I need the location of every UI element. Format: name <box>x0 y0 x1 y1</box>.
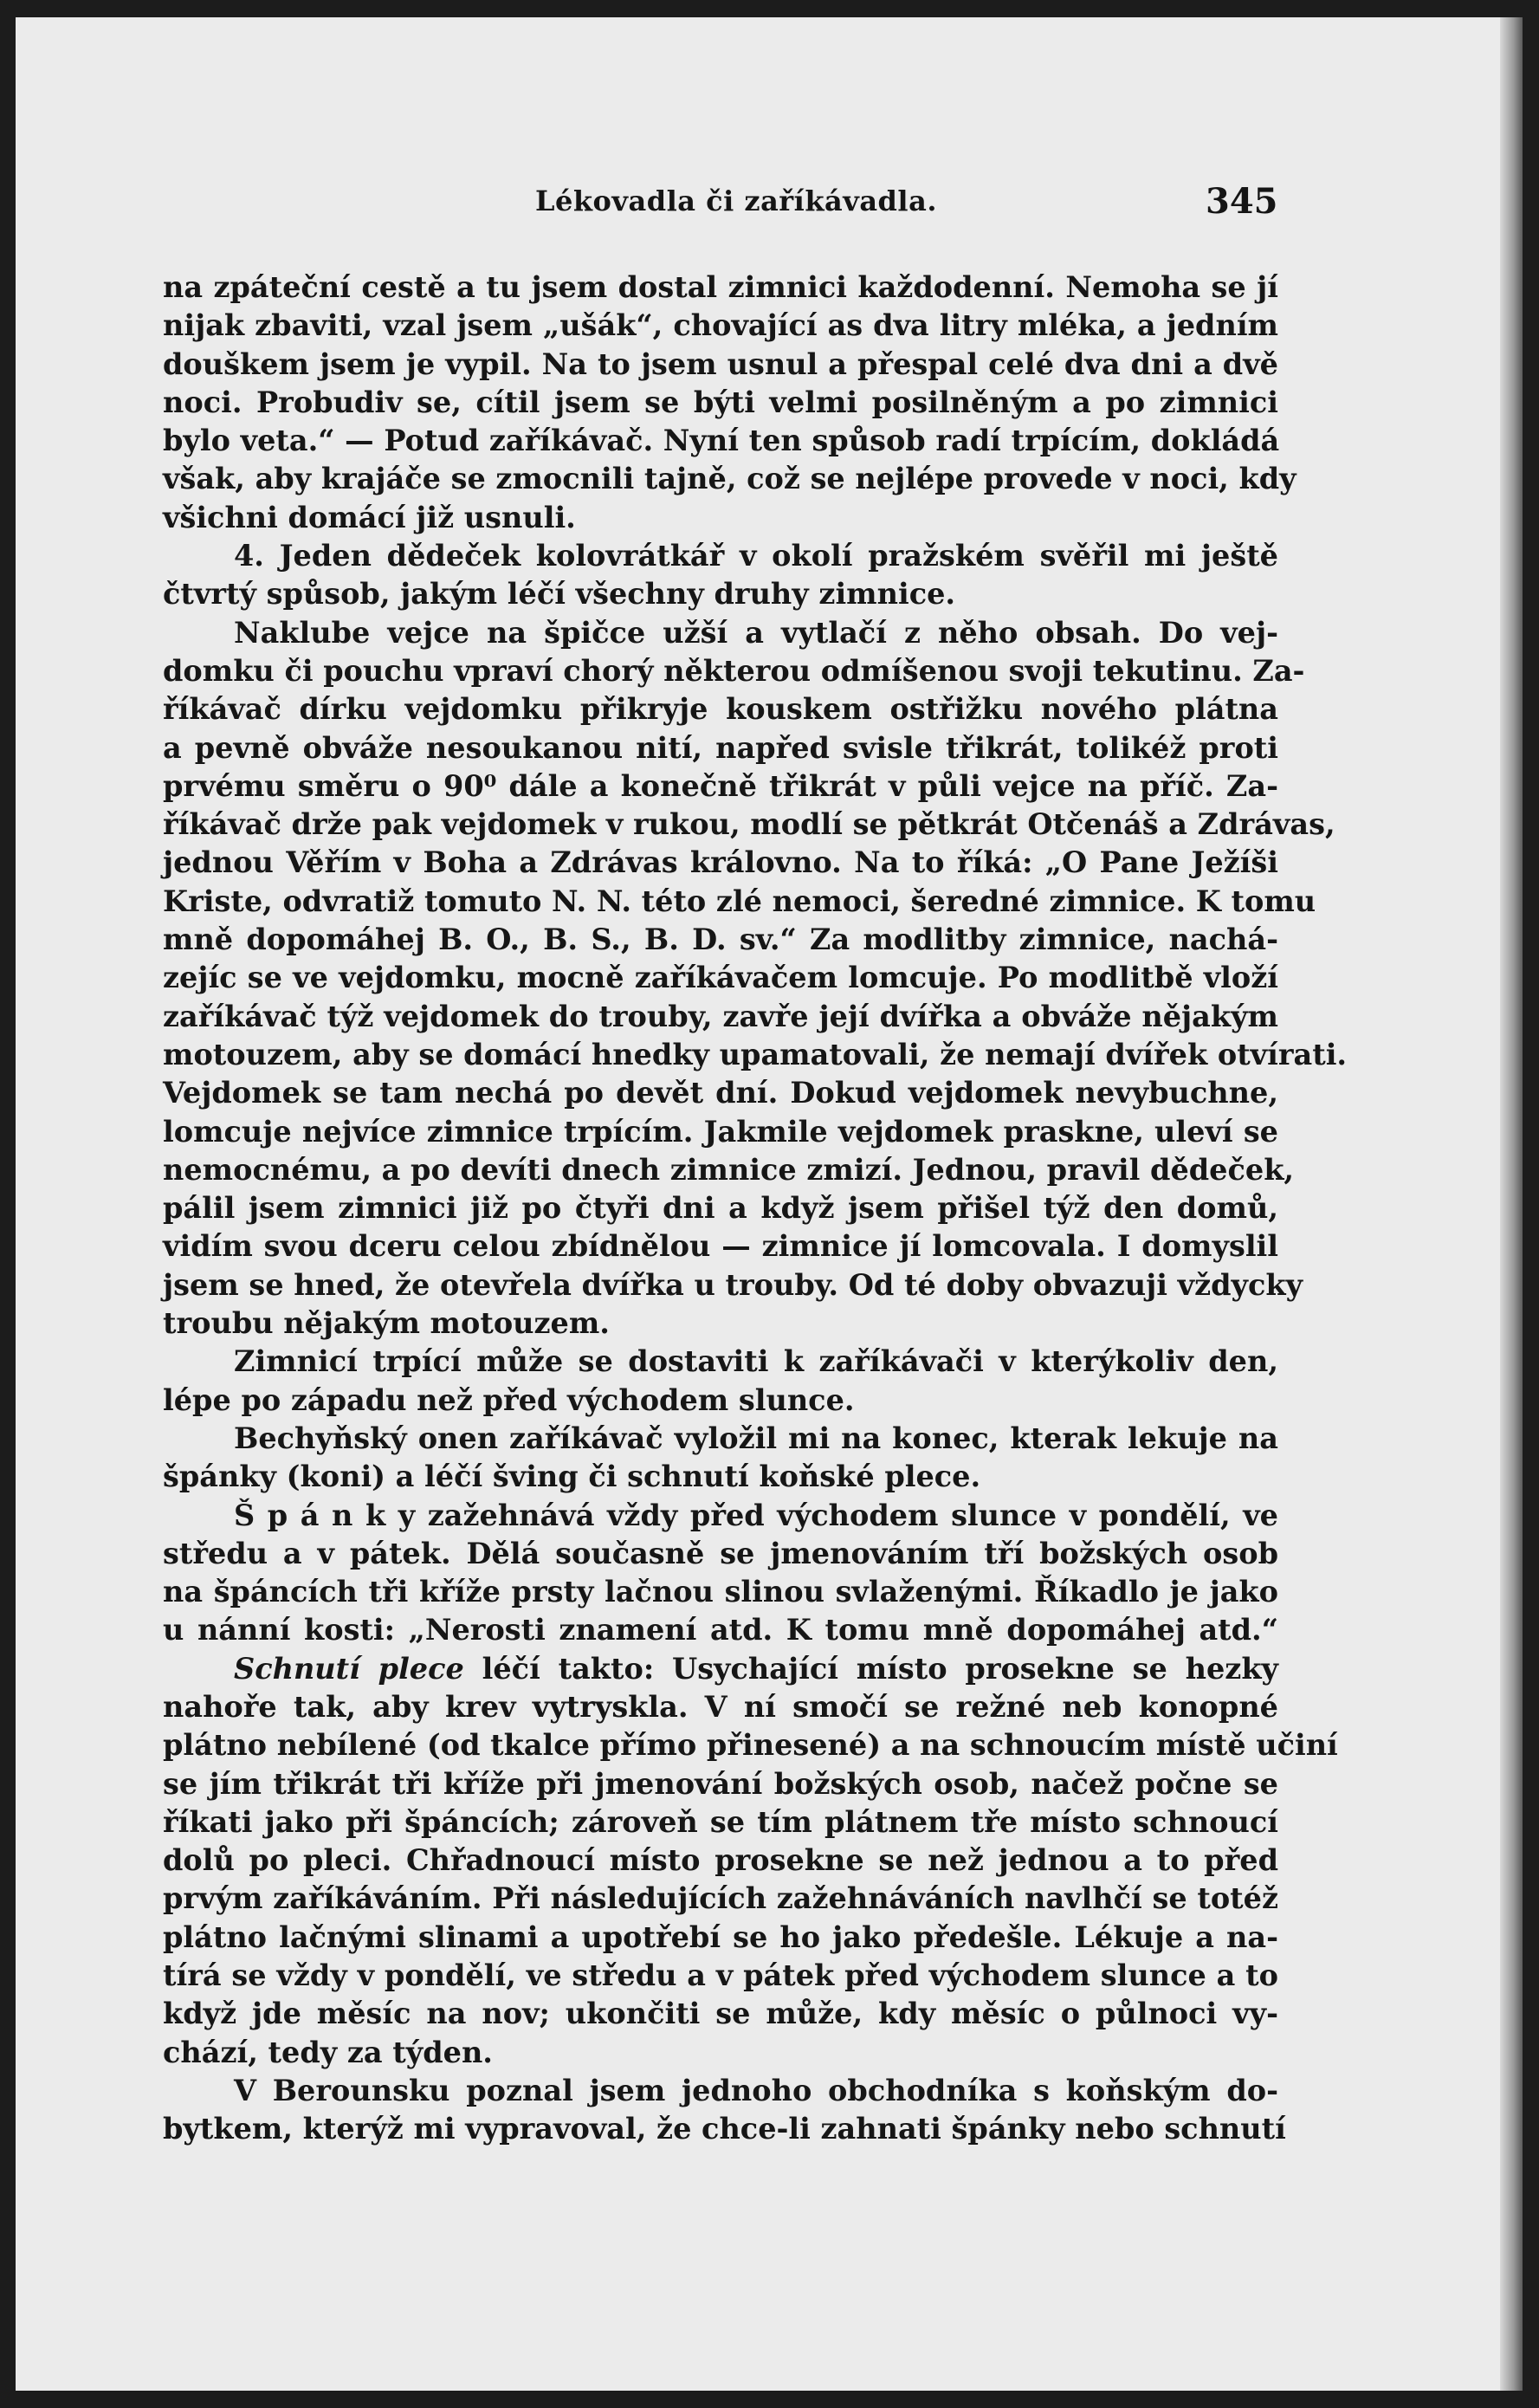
text-line <box>163 806 1335 844</box>
text-line-content: zejíc se ve vejdomku, mocně zaříkávačem lomcuje. Po modlitbě vloží <box>163 961 1278 995</box>
text-line <box>163 767 1278 806</box>
text-line <box>163 844 1278 882</box>
text-line <box>163 1074 1278 1112</box>
text-line <box>163 1497 1278 1535</box>
text-line <box>163 1919 1278 1957</box>
text-line <box>163 1957 1278 1995</box>
text-line <box>163 1266 1303 1304</box>
text-line <box>163 614 1278 652</box>
page-edge-shadow <box>1500 17 1523 2391</box>
text-line-content: plátno lačnými slinami a upotřebí se ho jako předešle. Lékuje a na- <box>163 1919 1278 1954</box>
text-line <box>163 1535 1278 1573</box>
text-line-content: vidím svou dceru celou zbídnělou — zimnice jí lomcovala. I domyslil <box>163 1229 1278 1264</box>
text-line <box>163 1458 1278 1496</box>
page-number: 345 <box>1206 181 1278 222</box>
text-line-content: pálil jsem zimnici již po čtyři dni a když jsem přišel týž den domů, <box>163 1191 1278 1226</box>
text-line-content: jednou Věřím v Boha a Zdrávas královno. Na to říká: „O Pane Ježíši <box>163 845 1278 880</box>
text-line-content: nemocnému, a po devíti dnech zimnice zmizí. Jednou, pravil dědeček, <box>163 1152 1295 1187</box>
text-line-content: tírá se vždy v pondělí, ve středu a v pátek před východem slunce a to <box>163 1958 1278 1993</box>
text-line-content: nijak zbaviti, vzal jsem „ušák“, chovající as dva litry mléka, a jedním <box>163 308 1278 343</box>
text-line <box>163 883 1316 921</box>
text-line-content: chází, tedy za týden. <box>163 2035 493 2069</box>
text-line <box>163 1151 1295 1189</box>
text-line <box>163 1420 1278 1458</box>
text-line <box>163 1995 1278 2033</box>
text-line <box>163 2072 1278 2110</box>
text-line <box>163 1036 1348 1074</box>
text-line <box>163 2110 1286 2148</box>
text-line <box>163 959 1278 997</box>
text-line <box>163 1880 1278 1918</box>
text-line-content: jsem se hned, že otevřela dvířka u trouby. Od té doby obvazuji vždycky <box>163 1267 1303 1302</box>
text-line <box>163 2034 1278 2072</box>
text-line-content: říkávač drže pak vejdomek v rukou, modlí se pětkrát Otčenáš a Zdrávas, <box>163 807 1335 842</box>
text-line-content: mně dopomáhej B. O., B. S., B. D. sv.“ Za modlitby zimnice, nachá- <box>163 922 1278 957</box>
text-line <box>163 1227 1278 1265</box>
text-line-content: se jím třikrát tři kříže při jmenování božských osob, načež počne se <box>163 1766 1278 1801</box>
text-line-content: Š p á n k y zažehnává vždy před východem slunce v pondělí, ve <box>234 1498 1278 1532</box>
text-line-content: na špáncích tři kříže prsty lačnou slinou svlaženými. Říkadlo je jako <box>163 1575 1278 1609</box>
text-line-content: nahoře tak, aby krev vytryskla. V ní smočí se režné neb konopné <box>163 1689 1278 1724</box>
text-line <box>163 1382 1278 1420</box>
text-line <box>163 729 1278 767</box>
text-line-content: troubu nějakým motouzem. <box>163 1306 610 1341</box>
text-line-content: středu a v pátek. Dělá současně se jmenováním tří božských osob <box>163 1536 1278 1570</box>
text-line-content: čtvrtý spůsob, jakým léčí všechny druhy zimnice. <box>163 577 956 612</box>
text-line <box>163 575 1278 613</box>
text-line-content: u nánní kosti: „Nerosti znamení atd. K tomu mně dopomáhej atd.“ <box>163 1613 1278 1647</box>
text-line-content: dolů po pleci. Chřadnoucí místo prosekne se než jednou a to před <box>163 1843 1278 1878</box>
text-line-content: lomcuje nejvíce zimnice trpícím. Jakmile vejdomek praskne, uleví se <box>163 1114 1278 1149</box>
text-line <box>163 921 1278 959</box>
text-line-content: douškem jsem je vypil. Na to jsem usnul a přespal celé dva dni a dvě <box>163 346 1278 381</box>
text-line-content: Zimnicí trpící může se dostaviti k zaříkávači v kterýkoliv den, <box>234 1344 1278 1379</box>
text-line <box>163 1803 1278 1842</box>
text-line-content: Bechyňský onen zaříkávač vyložil mi na konec, kterak lekuje na <box>234 1421 1278 1455</box>
text-line <box>163 1726 1338 1764</box>
text-line <box>163 307 1278 345</box>
text-line <box>163 1573 1278 1611</box>
text-line <box>163 384 1278 422</box>
text-line-content: když jde měsíc na nov; ukončiti se může, kdy měsíc o půlnoci vy- <box>163 1997 1278 2031</box>
page-header <box>16 174 1523 226</box>
book-page <box>16 17 1523 2391</box>
body-text <box>163 269 1348 2149</box>
text-line <box>163 1650 1278 1688</box>
text-line <box>163 1688 1278 1726</box>
text-line <box>163 1842 1278 1880</box>
text-line <box>163 537 1278 575</box>
text-line <box>163 998 1278 1036</box>
text-line <box>163 346 1278 384</box>
text-line-content: však, aby krajáče se zmocnili tajně, což se nejlépe provede v noci, kdy <box>163 462 1297 496</box>
text-line-content: špánky (koni) a léčí šving či schnutí koňské plece. <box>163 1460 981 1494</box>
text-line-content: noci. Probudiv se, cítil jsem se býti velmi posilněným a po zimnici <box>163 385 1278 419</box>
text-line-content: říkati jako při špáncích; zároveň se tím plátnem tře místo schnoucí <box>163 1804 1278 1839</box>
text-line-content: 4. Jeden dědeček kolovrátkář v okolí pražském svěřil mi ještě <box>234 539 1278 573</box>
text-line-content: lépe po západu než před východem slunce. <box>163 1382 855 1417</box>
running-title: Lékovadla či zaříkávadla. <box>535 184 937 217</box>
text-line-content: Kriste, odvratiž tomuto N. N. této zlé nemoci, šeredné zimnice. K tomu <box>163 884 1316 918</box>
text-line <box>163 460 1297 498</box>
text-line <box>163 1113 1278 1151</box>
text-line-content: domku či pouchu vpraví chorý některou odmíšenou svoji tekutinu. Za- <box>163 653 1305 688</box>
text-line <box>163 1189 1278 1227</box>
text-line-content: prvému směru o 90⁰ dále a konečně třikrát v půli vejce na příč. Za- <box>163 768 1278 803</box>
text-line-content: zaříkávač týž vejdomek do trouby, zavře její dvířka a obváže nějakým <box>163 999 1278 1033</box>
text-line <box>163 1304 1278 1343</box>
text-line <box>163 499 1278 537</box>
text-line <box>163 690 1278 728</box>
text-line-content: všichni domácí již usnuli. <box>163 500 576 534</box>
text-line-content: motouzem, aby se domácí hnedky upamatovali, že nemají dvířek otvírati. <box>163 1037 1348 1071</box>
text-line-content: plátno nebílené (od tkalce přímo přinesené) a na schnoucím místě učiní <box>163 1728 1338 1763</box>
text-line-content: na zpáteční cestě a tu jsem dostal zimnici každodenní. Nemoha se jí <box>163 270 1278 304</box>
text-line <box>163 269 1278 307</box>
text-line-content: říkávač dírku vejdomku přikryje kouskem ostřižku nového plátna <box>163 692 1278 727</box>
text-line-content: prvým zaříkáváním. Při následujících zažehnáváních navlhčí se totéž <box>163 1881 1278 1916</box>
text-line <box>163 1611 1278 1649</box>
text-line-content: bytkem, kterýž mi vypravoval, že chce-li zahnati špánky nebo schnutí <box>163 2112 1286 2146</box>
text-line <box>163 1343 1278 1381</box>
text-line <box>163 422 1278 460</box>
text-line <box>163 652 1305 690</box>
text-line-content: a pevně obváže nesoukanou nití, napřed svisle třikrát, tolikéž proti <box>163 730 1278 765</box>
text-line-content: Naklube vejce na špičce užší a vytlačí z něho obsah. Do vej- <box>234 615 1278 650</box>
text-line-content: V Berounsku poznal jsem jednoho obchodníka s koňským do- <box>234 2073 1278 2107</box>
text-line-content: Vejdomek se tam nechá po devět dní. Dokud vejdomek nevybuchne, <box>163 1076 1278 1110</box>
text-line-content: léčí takto: Usychající místo prosekne se hezky <box>463 1651 1279 1686</box>
italic-term: Schnutí plece <box>234 1651 464 1686</box>
text-line <box>163 1765 1278 1803</box>
text-line-content: bylo veta.“ — Potud zaříkávač. Nyní ten spůsob radí trpícím, dokládá <box>163 424 1280 458</box>
